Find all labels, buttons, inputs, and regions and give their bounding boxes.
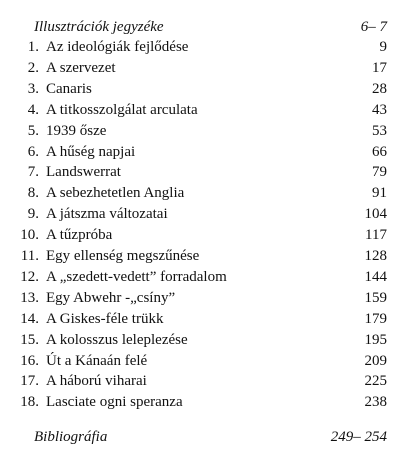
entry-title: A hűség napjai xyxy=(46,143,136,160)
toc-entry xyxy=(0,162,411,182)
entry-page: 195 xyxy=(364,331,387,348)
toc-entry xyxy=(0,371,411,391)
entry-page: 53 xyxy=(372,122,387,139)
entry-number: 10. xyxy=(20,227,39,244)
entry-number: 5. xyxy=(27,122,39,139)
toc-entry xyxy=(0,79,411,99)
entry-number: 2. xyxy=(27,59,39,76)
entry-page: 79 xyxy=(372,164,387,181)
entry-page: 66 xyxy=(372,143,387,160)
bibliography-heading: Bibliográfia xyxy=(34,429,108,445)
toc-entry xyxy=(0,351,411,371)
entry-number: 17. xyxy=(20,373,39,390)
entry-title: A játszma változatai xyxy=(46,206,168,223)
entry-number: 18. xyxy=(20,394,39,411)
entry-number: 4. xyxy=(27,101,39,118)
toc-entry xyxy=(0,225,411,245)
toc-entry xyxy=(0,392,411,412)
toc-entry xyxy=(0,309,411,329)
entry-page: 128 xyxy=(364,248,387,264)
entry-number: 14. xyxy=(20,310,39,327)
entry-title: A titkosszolgálat arculata xyxy=(46,101,198,118)
entry-page: 9 xyxy=(379,39,387,55)
entry-page: 17 xyxy=(372,59,387,76)
entry-page: 91 xyxy=(372,185,387,202)
illustrations-page-range: 6– 7 xyxy=(360,19,387,35)
bibliography-page-range: 249– 254 xyxy=(330,429,387,445)
entry-title: Út a Kánaán felé xyxy=(46,352,148,369)
toc-entry xyxy=(0,100,411,120)
toc-header-row xyxy=(0,17,411,37)
entry-title: Egy ellenség megszűnése xyxy=(46,248,200,264)
entry-page: 225 xyxy=(364,373,387,390)
entry-number: 3. xyxy=(27,80,39,97)
entry-number: 11. xyxy=(20,248,39,264)
toc-entry xyxy=(0,183,411,203)
entry-number: 7. xyxy=(27,164,39,181)
entry-title: Landswerrat xyxy=(46,164,121,181)
entry-title: A szervezet xyxy=(46,59,116,76)
illustrations-heading: Illusztrációk jegyzéke xyxy=(34,19,164,35)
entry-title: Canaris xyxy=(46,80,92,97)
entry-number: 15. xyxy=(20,331,39,348)
entry-title: A Giskes-féle trükk xyxy=(46,310,164,327)
toc-entry xyxy=(0,142,411,162)
toc-entry xyxy=(0,204,411,224)
entry-title: 1939 ősze xyxy=(46,122,107,139)
toc-entry xyxy=(0,288,411,308)
toc-entry xyxy=(0,267,411,287)
entry-title: A „szedett-vedett” forradalom xyxy=(46,268,227,285)
entry-page: 43 xyxy=(372,101,387,118)
toc-entry xyxy=(0,37,411,57)
entry-title: A tűzpróba xyxy=(46,227,113,244)
entry-page: 238 xyxy=(364,394,387,411)
toc-entry xyxy=(0,330,411,350)
entry-page: 117 xyxy=(365,227,387,244)
entry-page: 209 xyxy=(364,352,387,369)
entry-title: Az ideológiák fejlődése xyxy=(46,39,189,55)
entry-number: 12. xyxy=(20,268,39,285)
entry-number: 1. xyxy=(27,39,39,55)
entry-page: 179 xyxy=(364,310,387,327)
entry-number: 6. xyxy=(27,143,39,160)
entry-page: 104 xyxy=(364,206,387,223)
entry-number: 8. xyxy=(27,185,39,202)
entry-page: 159 xyxy=(364,289,387,306)
entry-title: A háború viharai xyxy=(46,373,147,390)
entry-number: 16. xyxy=(20,352,39,369)
toc-entry xyxy=(0,58,411,78)
entry-title: Egy Abwehr -„csíny” xyxy=(46,289,176,306)
entry-number: 13. xyxy=(20,289,39,306)
entry-page: 144 xyxy=(364,268,387,285)
toc-entry xyxy=(0,121,411,141)
toc-entry xyxy=(0,246,411,266)
entry-title: Lasciate ogni speranza xyxy=(46,394,183,411)
entry-title: A sebezhetetlen Anglia xyxy=(46,185,185,202)
entry-title: A kolosszus leleplezése xyxy=(46,331,188,348)
entry-page: 28 xyxy=(372,80,387,97)
entry-number: 9. xyxy=(27,206,39,223)
toc-footer-row xyxy=(0,427,411,447)
